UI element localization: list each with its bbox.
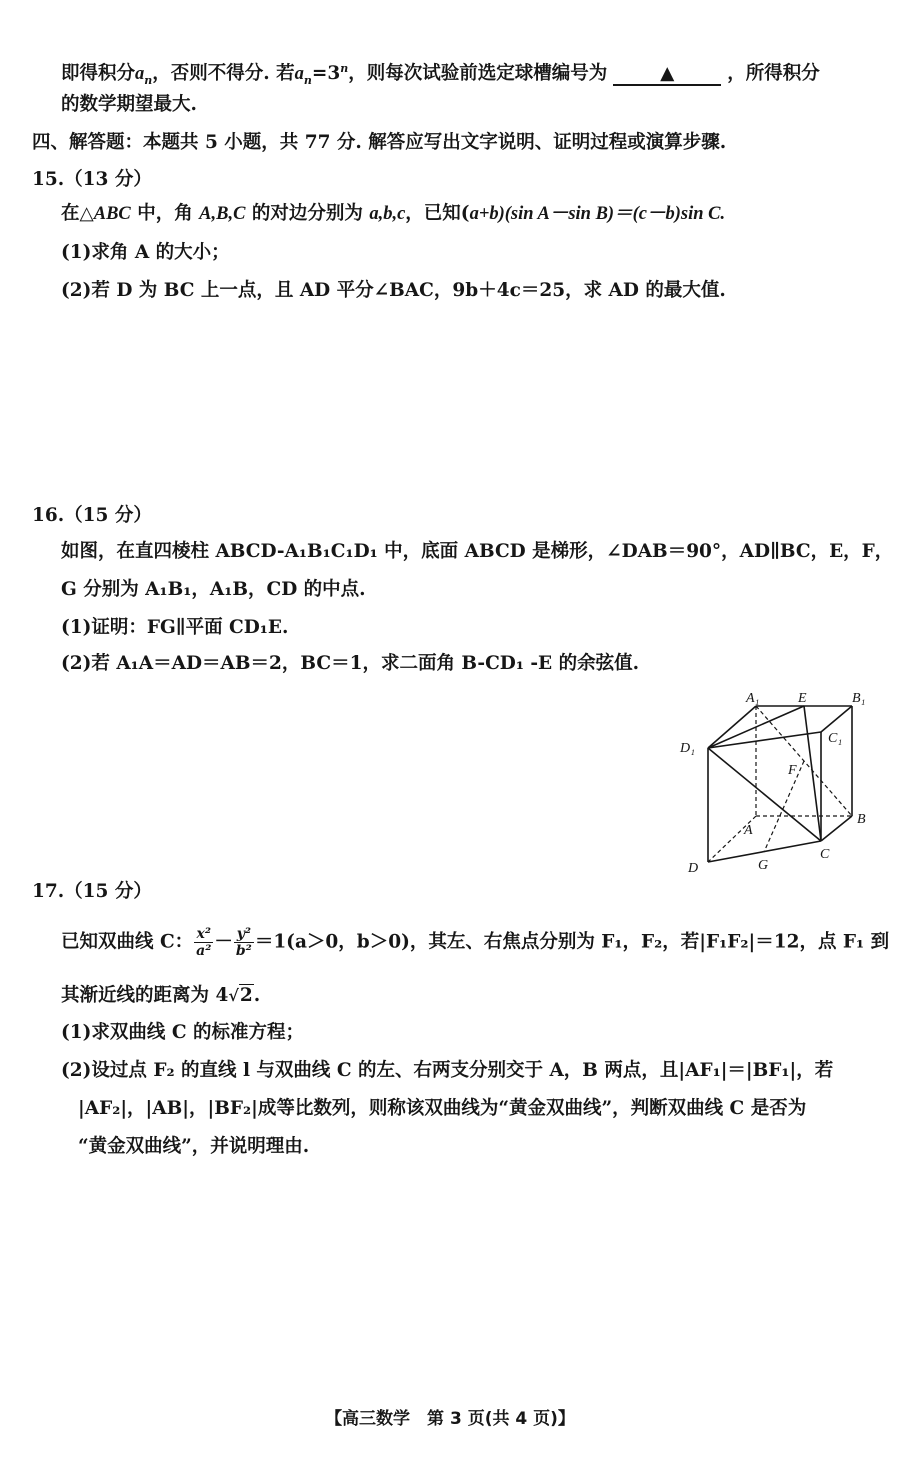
- q14-text: ，则每次试验前选定球槽编号为: [348, 63, 608, 85]
- prism-solid-edges: [708, 706, 852, 862]
- label-B: B: [857, 812, 866, 827]
- label-C: C: [820, 847, 830, 862]
- q15-part-2: (2)若 D 为 BC 上一点，且 AD 平分∠BAC，9b＋4c＝25，求 AD 的最大值.: [61, 280, 726, 301]
- q16-part-2: (2)若 A₁A＝AD＝AB＝2，BC＝1，求二面角 B-CD₁ -E 的余弦值.: [61, 653, 640, 674]
- q14-line-1: [61, 57, 820, 93]
- q15-equation: a+b)(sin A－sin B)＝(c－b)sin C.: [469, 204, 726, 224]
- q14-sub-n: n: [144, 73, 153, 87]
- q17-part-1: (1)求双曲线 C 的标准方程；: [61, 1022, 304, 1043]
- answer-blank: [613, 64, 721, 86]
- edge-b1-c1: [821, 706, 852, 732]
- label-C1: C₁: [828, 731, 843, 746]
- edge-c-b: [821, 816, 852, 841]
- q15-text: 在△: [61, 203, 94, 224]
- label-D1: D₁: [680, 741, 695, 756]
- q17-text: 其渐近线的距离为 4: [61, 985, 229, 1006]
- label-E: E: [798, 691, 807, 706]
- q16-line-1: 如图，在直四棱柱 ABCD-A₁B₁C₁D₁ 中，底面 ABCD 是梯形，∠DAB＝90°，AD∥BC，E，F，: [61, 541, 894, 562]
- q15-number: 15.（13 分）: [32, 169, 152, 190]
- q17-part-2-line-1: (2)设过点 F₂ 的直线 l 与双曲线 C 的左、右两支分别交于 A，B 两点，且|AF₁|＝|BF₁|，若: [61, 1060, 834, 1081]
- label-B1: B₁: [852, 691, 866, 706]
- q14-line-2: 的数学期望最大.: [61, 94, 197, 115]
- frac-numerator: x²: [194, 926, 213, 943]
- q17-text: .: [253, 985, 261, 1006]
- label-G: G: [758, 858, 769, 873]
- frac-numerator: y²: [234, 926, 254, 943]
- fraction-y2-b2: [234, 926, 254, 959]
- triangle-icon: ▲: [660, 63, 675, 85]
- q14-sup-n: n: [340, 62, 349, 75]
- section-heading: 四、解答题：本题共 5 小题，共 77 分. 解答应写出文字说明、证明过程或演算步骤.: [32, 132, 727, 153]
- q16-number: 16.（15 分）: [32, 505, 152, 526]
- q14-sub-n: n: [303, 73, 312, 87]
- label-A: A: [744, 823, 753, 838]
- q17-line-1: [61, 926, 889, 959]
- q15-var: ABC: [93, 204, 131, 224]
- q15-var: a,b,c: [369, 204, 406, 224]
- label-A1: A₁: [746, 691, 760, 706]
- fraction-x2-a2: [194, 926, 213, 959]
- q15-text: 的对边分别为: [245, 203, 370, 224]
- q14-text: ，否则不得分. 若: [152, 63, 295, 85]
- q14-var-an: a: [135, 64, 145, 85]
- frac-denominator: a²: [196, 943, 212, 959]
- sqrt-radicand: 2: [239, 985, 253, 1006]
- q16-line-2: G 分别为 A₁B₁，A₁B，CD 的中点.: [61, 579, 366, 600]
- label-D: D: [688, 861, 699, 876]
- q17-line-2: [61, 984, 260, 1008]
- q15-part-1: (1)求角 A 的大小；: [61, 242, 230, 263]
- prism-figure: [676, 686, 876, 881]
- label-F: F: [788, 763, 797, 778]
- sqrt-sign: √: [228, 986, 239, 1005]
- q14-var-an: a: [294, 64, 304, 85]
- frac-denominator: b²: [235, 943, 252, 959]
- q17-part-2-line-2: |AF₂|，|AB|，|BF₂|成等比数列，则称该双曲线为“黄金双曲线”，判断双曲线 C 是否为: [78, 1098, 807, 1119]
- q15-var: A,B,C: [199, 204, 246, 224]
- q17-text: 已知双曲线 C：: [61, 931, 194, 953]
- q14-text: ，所得积分: [727, 63, 820, 85]
- edge-e-c: [804, 706, 821, 841]
- q15-text: 中，角: [130, 203, 200, 224]
- q17-part-2-line-3: “黄金双曲线”，并说明理由.: [78, 1136, 310, 1157]
- q15-stem: [61, 202, 725, 226]
- q15-text: ，已知(: [405, 203, 470, 224]
- q17-text: ＝1(a＞0，b＞0)，其左、右焦点分别为 F₁，F₂，若|F₁F₂|＝12，点 F₁ 到: [254, 931, 890, 953]
- page-footer: 【高三数学 第 3 页(共 4 页)】: [325, 1409, 575, 1429]
- q17-number: 17.（15 分）: [32, 881, 152, 902]
- q14-text: 即得积分: [61, 63, 136, 85]
- q14-eq: =3: [311, 63, 341, 85]
- q16-part-1: (1)证明：FG∥平面 CD₁E.: [61, 617, 289, 638]
- minus-sign: －: [214, 931, 233, 953]
- edge-f-g: [764, 761, 804, 852]
